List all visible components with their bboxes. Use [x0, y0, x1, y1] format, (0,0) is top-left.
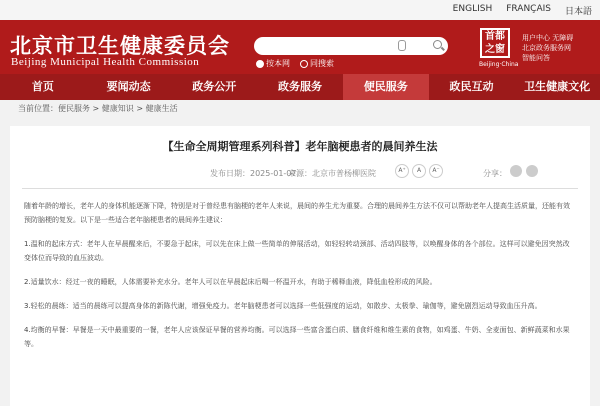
nav-news[interactable]: 要闻动态 — [106, 80, 151, 93]
nav-interaction[interactable]: 政民互动 — [449, 80, 494, 93]
user-center-link[interactable]: 用户中心 无障碍 — [522, 34, 574, 42]
nav-gov-services[interactable]: 政务服务 — [278, 80, 323, 93]
font-default-button[interactable]: A — [412, 164, 426, 178]
main-nav — [0, 74, 600, 100]
article-meta — [10, 164, 590, 184]
article-divider — [22, 188, 578, 189]
site-title-cn[interactable]: 北京市卫生健康委员会 — [10, 33, 230, 58]
article-paragraph: 3.轻松的晨练：适当的晨练可以提高身体的新陈代谢，增强免疫力。老年脑梗患者可以选择一些低强度的运动，如散步、太极拳、瑜伽等，避免剧烈运动导致血压升高。 — [24, 302, 542, 310]
nav-gov-affairs[interactable]: 政务公开 — [192, 80, 237, 93]
gov-service-link[interactable]: 北京政务服务网 — [522, 44, 571, 52]
smart-qa-link[interactable]: 智能问答 — [522, 54, 550, 62]
scope-site-radio[interactable]: 按本网 — [256, 58, 290, 69]
lang-french-link[interactable]: FRANÇAIS — [506, 4, 551, 14]
nav-home[interactable]: 首页 — [31, 80, 54, 93]
publish-date: 发布日期：2025-01-07 — [210, 169, 297, 178]
capital-window-seal[interactable] — [480, 28, 510, 58]
share-label: 分享： — [483, 169, 507, 178]
microphone-icon[interactable] — [398, 40, 406, 51]
nav-public-services[interactable]: 便民服务 — [343, 74, 429, 100]
user-links — [522, 33, 573, 63]
scope-all-radio[interactable]: 同搜索 — [300, 58, 334, 69]
nav-health-culture[interactable]: 卫生健康文化 — [524, 80, 591, 93]
search-scope-options — [256, 58, 334, 69]
article-panel — [10, 126, 590, 406]
language-switcher — [453, 4, 592, 17]
wechat-share-icon[interactable] — [510, 165, 522, 177]
article-paragraph: 随着年龄的增长，老年人的身体机能逐渐下降，特别是对于曾经患有脑梗的老年人来说，晨间的养生尤为重要。合理的晨间养生方法不仅可以帮助老年人提高生活质量，还能有效预防脑梗的复发。以下是一些适合老年脑梗患者的晨间养生建议： — [24, 202, 570, 224]
seal-logo-text: 首都之窗 — [485, 31, 505, 55]
font-decrease-button[interactable]: A⁻ — [429, 164, 443, 178]
lang-english-link[interactable]: ENGLISH — [452, 4, 493, 14]
article-paragraph: 4.均衡的早餐：早餐是一天中最重要的一餐，老年人应该保证早餐的营养均衡。可以选择一些富含蛋白质、膳食纤维和维生素的食物，如鸡蛋、牛奶、全麦面包、新鲜蔬菜和水果等。 — [24, 326, 570, 348]
article-source: 来源：北京市普杨柳医院 — [288, 169, 376, 178]
search-input[interactable] — [254, 37, 448, 55]
site-title-en: Beijing Municipal Health Commission — [11, 56, 200, 68]
seal-caption: Beijing·China — [479, 61, 519, 68]
breadcrumb[interactable]: 当前位置：便民服务 > 健康知识 > 健康生活 — [18, 104, 178, 113]
lang-japanese-link[interactable]: 日本語 — [564, 7, 592, 17]
article-title: 【生命全周期管理系列科普】老年脑梗患者的晨间养生法 — [162, 140, 438, 153]
article-paragraph: 1.温和的起床方式：老年人在早晨醒来后，不要急于起床，可以先在床上做一些简单的伸展活动，如轻轻转动颈部、活动四肢等，以唤醒身体的各个部位。这样可以避免因突然改变体位而导致的血压波动。 — [24, 240, 570, 262]
top-utility-bar — [0, 0, 600, 20]
search-button[interactable] — [432, 39, 446, 53]
font-increase-button[interactable]: A⁺ — [395, 164, 409, 178]
weibo-share-icon[interactable] — [526, 165, 538, 177]
site-header — [0, 20, 600, 74]
article-paragraph: 2.适量饮水：经过一夜的睡眠，人体需要补充水分。老年人可以在早晨起床后喝一杯温开水，有助于稀释血液，降低血栓形成的风险。 — [24, 278, 437, 286]
